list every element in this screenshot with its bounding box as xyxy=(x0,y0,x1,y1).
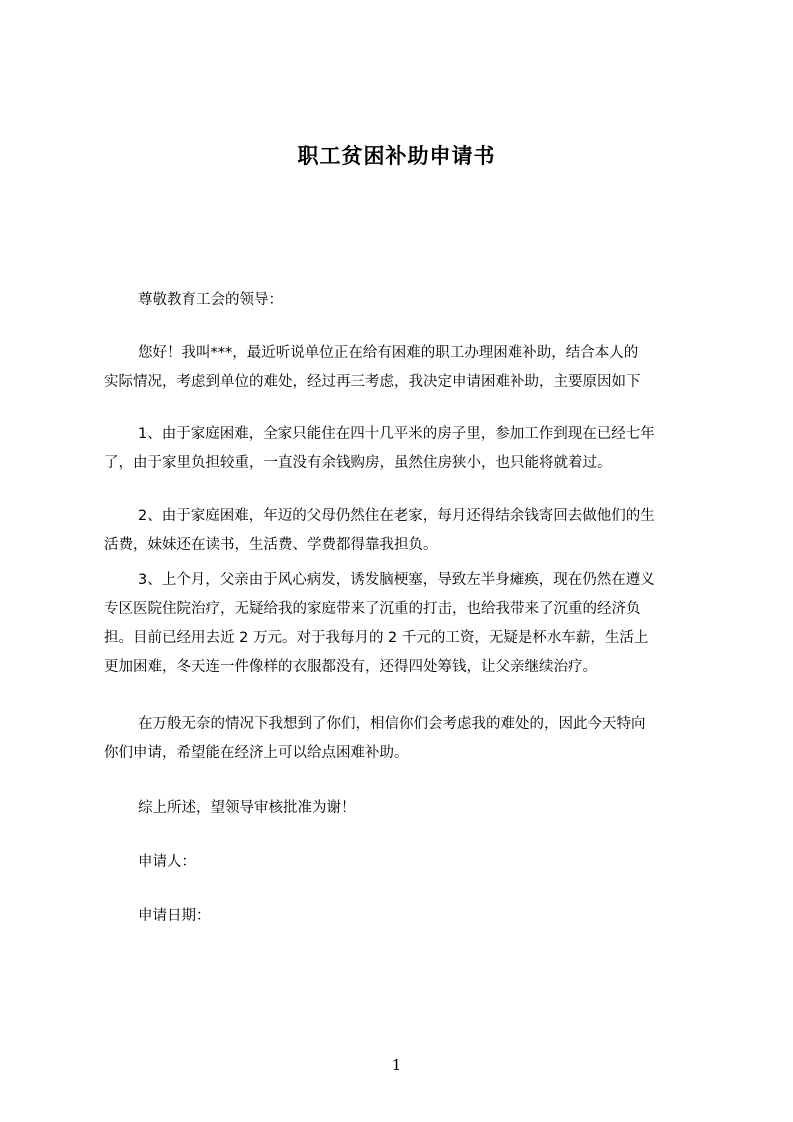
paragraph-line: 了，由于家里负担较重，一直没有余钱购房，虽然住房狭小，也只能将就着过。 xyxy=(104,455,612,471)
paragraph-reason-3 xyxy=(104,566,704,682)
applicant xyxy=(104,848,704,877)
paragraph-reason-1 xyxy=(104,420,704,478)
paragraph-line: 你们申请，希望能在经济上可以给点困难补助。 xyxy=(104,745,409,761)
date-label: 申请日期： xyxy=(138,908,211,924)
paragraph-line: 担。目前已经用去近 2 万元。对于我每月的 2 千元的工资，无疑是杯水车薪，生活上 xyxy=(104,630,649,646)
salutation xyxy=(104,286,704,315)
paragraph-request xyxy=(104,710,704,768)
paragraph-line: 您好！我叫***，最近听说单位正在给有困难的职工办理困难补助，结合本人的 xyxy=(138,345,639,361)
document-title: 职工贫困补助申请书 xyxy=(297,144,496,168)
closing xyxy=(104,794,704,823)
paragraph-line: 3、上个月，父亲由于风心病发，诱发脑梗塞，导致左半身瘫痪，现在仍然在遵义 xyxy=(138,572,655,588)
paragraph-line: 实际情况，考虑到单位的难处，经过再三考虑，我决定申请困难补助，主要原因如下 xyxy=(104,374,641,390)
salutation-text: 尊敬教育工会的领导： xyxy=(138,292,283,308)
paragraph-line: 在万般无奈的情况下我想到了你们，相信你们会考虑我的难处的，因此今天特向 xyxy=(138,716,646,732)
paragraph-greeting xyxy=(104,339,704,397)
paragraph-line: 更加困难，冬天连一件像样的衣服都没有，还得四处筹钱，让父亲继续治疗。 xyxy=(104,659,597,675)
applicant-label: 申请人： xyxy=(138,854,196,870)
application-date xyxy=(104,902,704,931)
closing-text: 综上所述，望领导审核批准为谢！ xyxy=(138,800,356,816)
paragraph-line: 1、由于家庭困难，全家只能住在四十几平米的房子里，参加工作到现在已经七年 xyxy=(138,426,655,442)
paragraph-line: 活费，妹妹还在读书，生活费、学费都得靠我担负。 xyxy=(104,537,438,553)
paragraph-line: 专区医院住院治疗，无疑给我的家庭带来了沉重的打击，也给我带来了沉重的经济负 xyxy=(104,601,641,617)
page-number: 1 xyxy=(391,1056,402,1074)
paragraph-line: 2、由于家庭困难，年迈的父母仍然住在老家，每月还得结余钱寄回去做他们的生 xyxy=(138,508,655,524)
paragraph-reason-2 xyxy=(104,502,704,560)
